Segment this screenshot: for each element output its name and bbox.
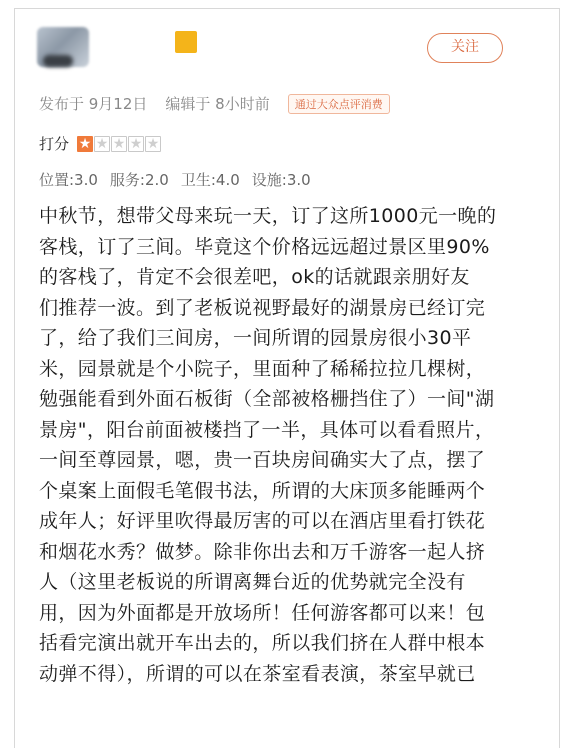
review-text-line: 们推荐一波。到了老板说视野最好的湖景房已经订完 (39, 296, 486, 319)
review-text-line: 中秋节，想带父母来玩一天，订了这所1000元一晚的 (39, 205, 497, 227)
star-rating (77, 136, 161, 152)
subscore: 位置:3.0 (39, 171, 98, 189)
subscore: 卫生:4.0 (180, 171, 240, 189)
star-empty-icon: ★ (112, 135, 126, 152)
post-meta (39, 93, 390, 114)
rating-label: 打分 (39, 135, 70, 153)
review-text-line: 个桌案上面假毛笔假书法，所谓的大床顶多能睡两个 (39, 479, 486, 502)
review-text-line: 成年人；好评里吹得最厉害的可以在酒店里看打铁花 (39, 510, 486, 532)
source-badge: 通过大众点评消费 (288, 94, 390, 114)
subscore: 设施:3.0 (251, 171, 311, 189)
review-card (14, 8, 560, 748)
star-filled-icon: ★ (78, 135, 92, 152)
review-text-line: 客栈，订了三间。毕竟这个价格远远超过景区里90% (39, 235, 490, 258)
subscore-row (39, 169, 311, 190)
review-text-line: 勉强能看到外面石板街（全部被格栅挡住了）一间"湖 (39, 388, 495, 410)
follow-button[interactable]: 关注 (427, 33, 503, 63)
review-text-line: 景房"，阳台前面被楼挡了一半，具体可以看看照片， (39, 418, 495, 441)
user-avatar-detail (43, 55, 73, 67)
subscore: 服务:2.0 (109, 171, 169, 189)
edit-time: 编辑于 8小时前 (165, 95, 270, 113)
review-text-line: 和烟花水秀？做梦。除非你出去和万千游客一起人挤 (39, 540, 486, 563)
review-text-line: 用，因为外面都是开放场所！任何游客都可以来！包 (39, 601, 486, 624)
star-empty-icon: ★ (146, 135, 160, 152)
review-text-line: 了，给了我们三间房，一间所谓的园景房很小30平 (39, 327, 472, 349)
star-empty-icon: ★ (95, 135, 109, 152)
publish-date: 发布于 9月12日 (39, 95, 148, 113)
review-text-line: 人（这里老板说的所谓离舞台近的优势就完全没有 (39, 571, 466, 593)
review-body (39, 201, 527, 689)
star-empty-icon: ★ (129, 135, 143, 152)
review-text-line: 米，园景就是个小院子，里面种了稀稀拉拉几棵树， (39, 357, 486, 380)
review-text-line: 动弹不得），所谓的可以在茶室看表演，茶室早就已 (39, 662, 476, 685)
user-level-badge-icon (175, 31, 197, 53)
rating-row (39, 133, 161, 154)
review-text-line: 括看完演出就开车出去的，所以我们挤在人群中根本 (39, 632, 486, 654)
review-text-line: 的客栈了，肯定不会很差吧，ok的话就跟亲朋好友 (39, 266, 470, 288)
review-text-line: 一间至尊园景，嗯，贵一百块房间确实大了点，摆了 (39, 449, 486, 471)
